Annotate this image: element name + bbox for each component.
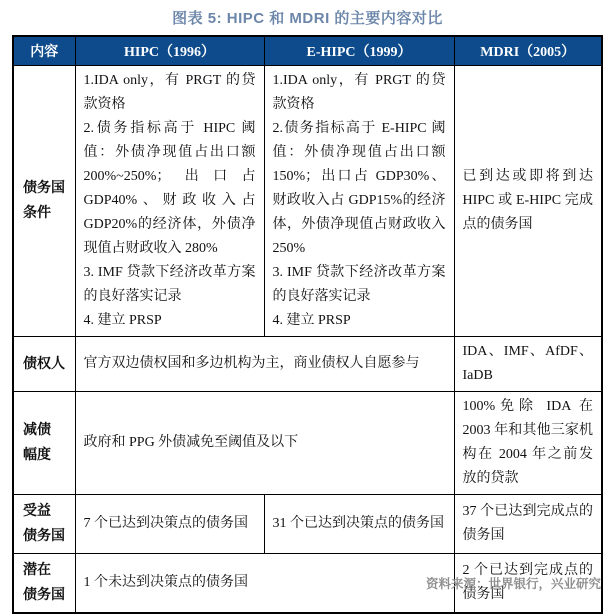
figure-title: 图表 5: HIPC 和 MDRI 的主要内容对比: [172, 10, 443, 27]
header-hipc-1996: HIPC（1996）: [75, 36, 264, 66]
cell-beneficiary-hipc: 7 个已达到决策点的债务国: [75, 495, 264, 554]
table-row-beneficiary-debtors: [13, 495, 602, 554]
row-label-creditors: 债权人: [13, 337, 75, 392]
row-label-relief-scale: 减债 幅度: [13, 392, 75, 495]
header-ehipc-1999: E-HIPC（1999）: [264, 36, 454, 66]
header-content: 内容: [13, 36, 75, 66]
cell-beneficiary-ehipc: 31 个已达到决策点的债务国: [264, 495, 454, 554]
table-row-relief-scale: [13, 392, 602, 495]
header-row: [13, 36, 602, 66]
header-mdri-2005: MDRI（2005）: [454, 36, 602, 66]
cell-relief-hipc-ehipc: 政府和 PPG 外债减免至阈值及以下: [75, 392, 454, 495]
cell-creditors-hipc-ehipc: 官方双边债权国和多边机构为主，商业债权人自愿参与: [75, 337, 454, 392]
cell-conditions-ehipc: 1.IDA only，有 PRGT 的贷款资格 2.债务指标高于 E-HIPC 阈值：外债净现值占出口额 150%；出口占 GDP30%、财政收入占 GDP15%的经济体，外债净现值占财政收入 250% 3. IMF 贷款下经济改革方案的良好落实记录 4. 建立 PRSP: [264, 66, 454, 337]
cell-beneficiary-mdri: 37 个已达到完成点的债务国: [454, 495, 602, 554]
row-label-beneficiary-debtors: 受益 债务国: [13, 495, 75, 554]
source-note: 资料来源：世界银行，兴业研究: [425, 577, 601, 591]
cell-potential-hipc-ehipc: 1 个未达到决策点的债务国: [75, 554, 454, 614]
table-row-debtor-conditions: [13, 66, 602, 337]
cell-relief-mdri: 100%免除 IDA 在 2003 年和其他三家机构在 2004 年之前发放的贷款: [454, 392, 602, 495]
comparison-table: [12, 35, 603, 614]
cell-creditors-mdri: IDA、IMF、AfDF、IaDB: [454, 337, 602, 392]
cell-conditions-mdri: 已到达或即将到达 HIPC 或 E-HIPC 完成点的债务国: [454, 66, 602, 337]
row-label-potential-debtors: 潜在 债务国: [13, 554, 75, 614]
table-row-creditors: [13, 337, 602, 392]
row-label-debtor-conditions: 债务国 条件: [13, 66, 75, 337]
cell-potential-mdri: 2 个已达到完成点的债务国: [454, 554, 602, 614]
cell-conditions-hipc: 1.IDA only，有 PRGT 的贷款资格 2.债务指标高于 HIPC 阈值：外债净现值占出口额 200%~250%；出口占GDP40%、财政收入占GDP20%的经济体，外债净现值占财政收入 280% 3. IMF 贷款下经济改革方案的良好落实记录 4. 建立 PRSP: [75, 66, 264, 337]
